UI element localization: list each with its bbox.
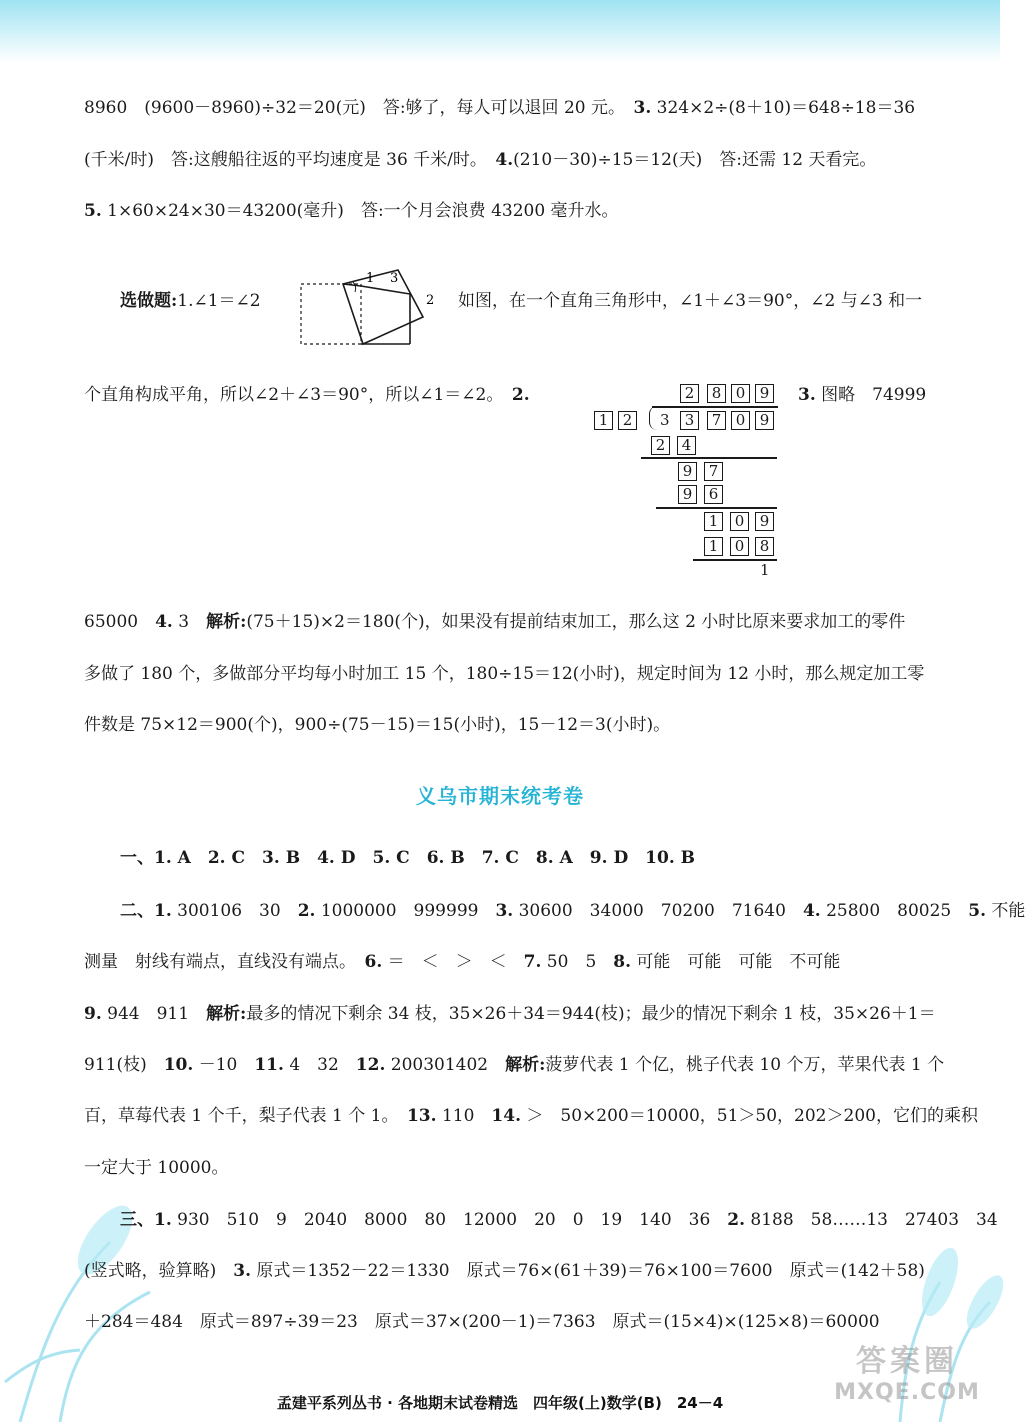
answer-line-5: 个直角构成平角，所以∠2＋∠3＝90°，所以∠1＝∠2。 2.: [84, 385, 530, 405]
angle-1-label: 1: [366, 271, 375, 286]
divisor-digit: 1: [594, 411, 613, 430]
divisor-digit: 2: [618, 411, 637, 430]
part2-line-4: 911(枝) 10. －10 11. 4 32 12. 200301402 解析:菠萝代表 1 个亿，桃子代表 10 个万，苹果代表 1 个: [84, 1055, 945, 1075]
step-digit: 1: [704, 512, 723, 531]
part2-line-2: 测量 射线有端点，直线没有端点。 6. ＝ ＜ ＞ ＜ 7. 50 5 8. 可能 可能 可能 不可能: [84, 952, 841, 972]
part1-line: 一、1. A 2. C 3. B 4. D 5. C 6. B 7. C 8. A 9. D 10. B: [120, 848, 696, 868]
answer-line-8: 件数是 75×12＝900(个)，900÷(75－15)＝15(小时)，15－12＝3(小时)。: [84, 715, 671, 735]
part3-line-1: 三、1. 930 510 9 2040 8000 80 12000 20 0 19 140 36 2. 8188 58……13 27403 34: [120, 1210, 998, 1230]
dividend-digit: 0: [731, 411, 750, 430]
dividend-digit: 9: [755, 411, 774, 430]
bonus-question-label: 选做题:1.∠1＝∠2: [120, 291, 261, 311]
watermark-logo: 答案圈 MXQE.COM: [834, 1344, 980, 1405]
division-bar: [652, 406, 778, 408]
step-digit: 0: [730, 537, 749, 556]
step-digit: 7: [704, 462, 723, 481]
quotient-digit: 0: [731, 384, 750, 403]
part3-line-2: (竖式略，验算略) 3. 原式＝1352－22＝1330 原式＝76×(61＋39)＝76×100＝7600 原式＝(142＋58): [84, 1261, 925, 1281]
quotient-digit: 8: [707, 384, 726, 403]
part2-line-5: 百，草莓代表 1 个千，梨子代表 1 个 1。 13. 110 14. ＞ 50×200＝10000，51＞50，202＞200，它们的乘积: [84, 1106, 978, 1126]
step-digit: 0: [730, 512, 749, 531]
dividend-digit: 3: [660, 411, 670, 429]
dividend-digit: 3: [680, 411, 699, 430]
bonus-explanation: 如图，在一个直角三角形中，∠1＋∠3＝90°，∠2 与∠3 和一: [458, 291, 923, 311]
answer-line-5-right: 3. 图略 74999: [798, 385, 927, 405]
step-digit: 9: [678, 485, 697, 504]
step-digit: 9: [755, 512, 774, 531]
quotient-digit: 2: [680, 384, 699, 403]
top-decoration: [0, 0, 1000, 62]
quotient-digit: 9: [755, 384, 774, 403]
step-digit: 8: [755, 537, 774, 556]
step-digit: 1: [704, 537, 723, 556]
remainder: 1: [760, 561, 770, 579]
part2-line-1: 二、1. 300106 30 2. 1000000 999999 3. 30600 34000 70200 71640 4. 25800 80025 5. 不能: [120, 901, 1025, 921]
step-digit: 6: [704, 485, 723, 504]
step-digit: 9: [678, 462, 697, 481]
page-footer: 孟建平系列丛书 · 各地期末试卷精选 四年级(上)数学(B) 24－4: [276, 1394, 724, 1412]
division-bracket: [649, 406, 659, 430]
answer-line-7: 多做了 180 个，多做部分平均每小时加工 15 个，180÷15＝12(小时)，规定时间为 12 小时，那么规定加工零: [84, 664, 925, 684]
part2-line-3: 9. 944 911 解析:最多的情况下剩余 34 枝，35×26＋34＝944(枝)；最少的情况下剩余 1 枝，35×26＋1＝: [84, 1004, 936, 1024]
division-line: [641, 457, 777, 459]
part3-line-3: ＋284＝484 原式＝897÷39＝23 原式＝37×(200－1)＝7363 原式＝(15×4)×(125×8)＝60000: [84, 1312, 880, 1332]
answer-line-3: 5. 1×60×24×30＝43200(毫升) 答:一个月会浪费 43200 毫升水。: [84, 201, 619, 221]
answer-line-1: 8960 (9600－8960)÷32＝20(元) 答:够了，每人可以退回 20 元。 3. 324×2÷(8＋10)＝648÷18＝36: [84, 98, 916, 118]
part2-line-6: 一定大于 10000。: [84, 1158, 229, 1178]
section-title: 义乌市期末统考卷: [416, 784, 584, 808]
dividend-digit: 7: [707, 411, 726, 430]
step-digit: 2: [651, 436, 670, 455]
division-line: [656, 507, 777, 509]
angle-3-label: 3: [390, 271, 399, 286]
answer-line-6: 65000 4. 3 解析:(75＋15)×2＝180(个)，如果没有提前结束加工，那么这 2 小时比原来要求加工的零件: [84, 612, 906, 632]
angle-figure: [298, 262, 443, 348]
angle-2-label: 2: [426, 293, 435, 308]
step-digit: 4: [677, 436, 696, 455]
answer-line-2: (千米/时) 答:这艘船往返的平均速度是 36 千米/时。 4.(210－30)÷15＝12(天) 答:还需 12 天看完。: [84, 150, 877, 170]
